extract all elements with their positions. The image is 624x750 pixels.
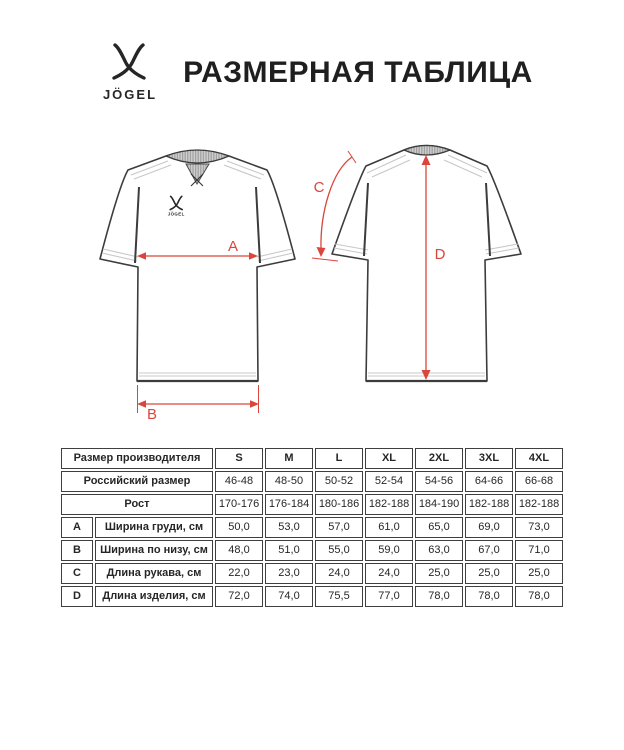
table-row-sleeve-length xyxy=(61,563,563,584)
table-cell: 48-50 xyxy=(265,471,313,492)
table-cell: 25,0 xyxy=(415,563,463,584)
table-cell: 78,0 xyxy=(515,586,563,607)
row-label: Российский размер xyxy=(61,471,213,492)
table-cell: 72,0 xyxy=(215,586,263,607)
table-cell: 180-186 xyxy=(315,494,363,515)
header xyxy=(0,0,624,106)
table-cell: 65,0 xyxy=(415,517,463,538)
table-cell: 64-66 xyxy=(465,471,513,492)
chest-logo-text: JÖGEL xyxy=(167,211,185,217)
size-col-header: S xyxy=(215,448,263,469)
row-label: Ширина по низу, см xyxy=(95,540,213,561)
table-cell: 53,0 xyxy=(265,517,313,538)
table-row-bottom-width xyxy=(61,540,563,561)
table-row-garment-length xyxy=(61,586,563,607)
table-cell: 48,0 xyxy=(215,540,263,561)
size-col-header: 4XL xyxy=(515,448,563,469)
table-cell: 77,0 xyxy=(365,586,413,607)
table-cell: 24,0 xyxy=(315,563,363,584)
table-cell: 59,0 xyxy=(365,540,413,561)
table-cell: 78,0 xyxy=(465,586,513,607)
table-cell: 182-188 xyxy=(515,494,563,515)
row-label: Размер производителя xyxy=(61,448,213,469)
table-row-height xyxy=(61,494,563,515)
dimension-label-D: D xyxy=(434,246,446,263)
table-cell: 63,0 xyxy=(415,540,463,561)
row-label: Длина изделия, см xyxy=(95,586,213,607)
table-cell: 66-68 xyxy=(515,471,563,492)
table-cell: 52-54 xyxy=(365,471,413,492)
table-cell: 61,0 xyxy=(365,517,413,538)
table-row-manufacturer-size xyxy=(61,448,563,469)
table-cell: 46-48 xyxy=(215,471,263,492)
table-cell: 67,0 xyxy=(465,540,513,561)
table-cell: 74,0 xyxy=(265,586,313,607)
dimension-arrow-B xyxy=(137,385,259,423)
table-cell: 25,0 xyxy=(465,563,513,584)
dimension-label-A: A xyxy=(227,238,239,255)
table-cell: 71,0 xyxy=(515,540,563,561)
row-label: Ширина груди, см xyxy=(95,517,213,538)
table-cell: 75,5 xyxy=(315,586,363,607)
size-col-header: 2XL xyxy=(415,448,463,469)
table-cell: 57,0 xyxy=(315,517,363,538)
measure-letter: A xyxy=(61,517,93,538)
size-table xyxy=(59,446,565,609)
brand-logo-text: JÖGEL xyxy=(103,87,158,102)
size-col-header: 3XL xyxy=(465,448,513,469)
table-cell: 182-188 xyxy=(465,494,513,515)
table-cell: 22,0 xyxy=(215,563,263,584)
measure-letter: C xyxy=(61,563,93,584)
brand-logo-icon xyxy=(91,42,167,104)
size-col-header: L xyxy=(315,448,363,469)
table-cell: 24,0 xyxy=(365,563,413,584)
size-col-header: M xyxy=(265,448,313,469)
table-cell: 78,0 xyxy=(415,586,463,607)
table-cell: 184-190 xyxy=(415,494,463,515)
table-cell: 50-52 xyxy=(315,471,363,492)
table-cell: 170-176 xyxy=(215,494,263,515)
shirt-diagram xyxy=(0,126,624,426)
table-cell: 54-56 xyxy=(415,471,463,492)
table-cell: 25,0 xyxy=(515,563,563,584)
table-cell: 23,0 xyxy=(265,563,313,584)
measure-letter: D xyxy=(61,586,93,607)
table-cell: 51,0 xyxy=(265,540,313,561)
table-cell: 50,0 xyxy=(215,517,263,538)
dimension-label-B: B xyxy=(146,406,158,423)
shirt-front-view xyxy=(100,150,295,381)
row-label: Длина рукава, см xyxy=(95,563,213,584)
table-cell: 69,0 xyxy=(465,517,513,538)
page-title: РАЗМЕРНАЯ ТАБЛИЦА xyxy=(183,56,533,89)
table-cell: 55,0 xyxy=(315,540,363,561)
measure-letter: B xyxy=(61,540,93,561)
row-label: Рост xyxy=(61,494,213,515)
table-cell: 182-188 xyxy=(365,494,413,515)
table-cell: 176-184 xyxy=(265,494,313,515)
table-row-russian-size xyxy=(61,471,563,492)
table-cell: 73,0 xyxy=(515,517,563,538)
dimension-label-C: C xyxy=(313,179,325,196)
size-col-header: XL xyxy=(365,448,413,469)
table-row-chest-width xyxy=(61,517,563,538)
